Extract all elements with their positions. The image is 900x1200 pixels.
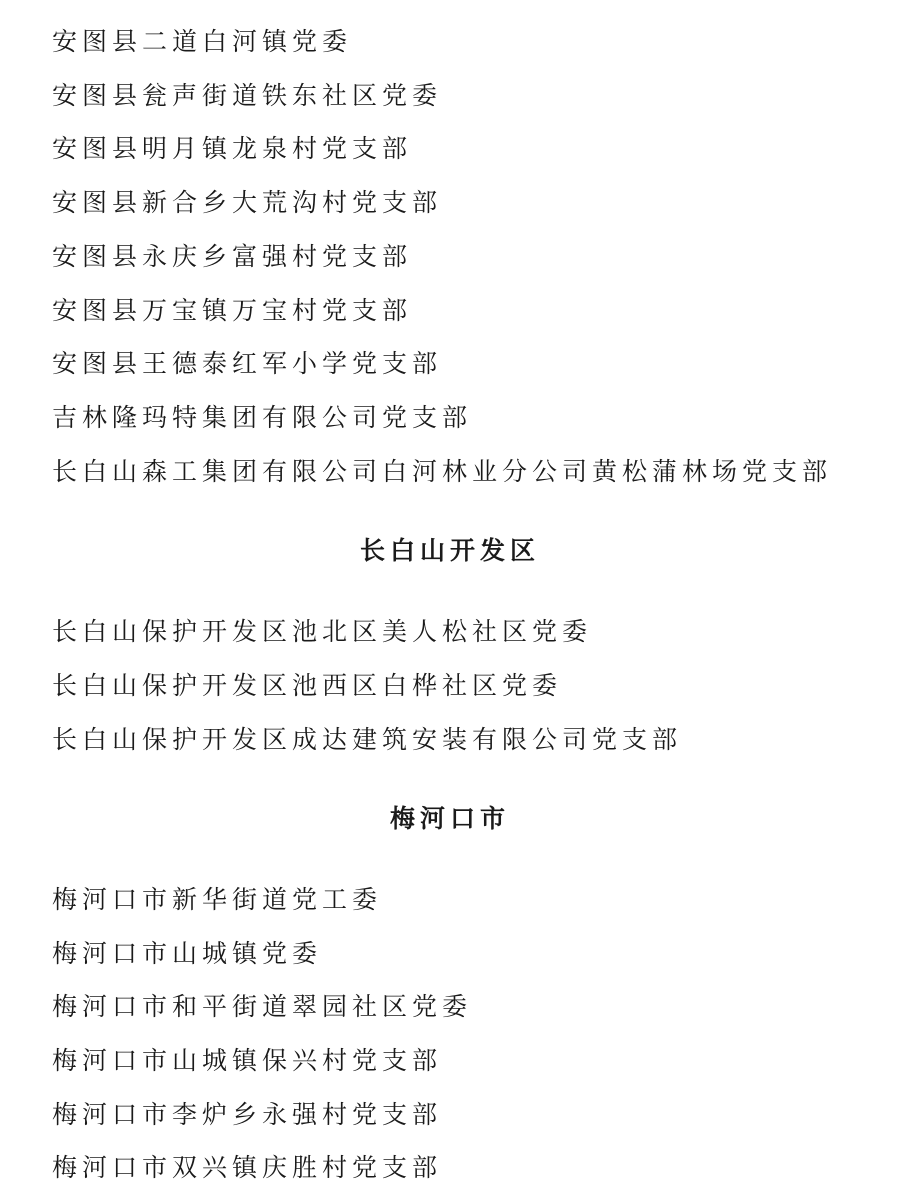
list-item: 安图县王德泰红军小学党支部 (52, 349, 443, 378)
list-item: 梅河口市李炉乡永强村党支部 (52, 1100, 443, 1129)
list-item: 梅河口市双兴镇庆胜村党支部 (52, 1153, 443, 1182)
list-item: 长白山森工集团有限公司白河林业分公司黄松蒲林场党支部 (52, 457, 833, 486)
list-item: 梅河口市山城镇保兴村党支部 (52, 1046, 443, 1075)
list-item: 长白山保护开发区池北区美人松社区党委 (52, 617, 593, 646)
list-item: 梅河口市和平街道翠园社区党委 (52, 992, 473, 1021)
list-item: 安图县二道白河镇党委 (52, 27, 353, 56)
list-item: 吉林隆玛特集团有限公司党支部 (52, 403, 473, 432)
list-item: 梅河口市新华街道党工委 (52, 885, 383, 914)
section-heading: 梅河口市 (389, 804, 510, 833)
list-item: 安图县永庆乡富强村党支部 (52, 242, 413, 271)
list-item: 安图县万宝镇万宝村党支部 (52, 296, 413, 325)
list-item: 长白山保护开发区成达建筑安装有限公司党支部 (52, 725, 683, 754)
list-item: 梅河口市山城镇党委 (52, 939, 323, 968)
section-heading: 长白山开发区 (359, 536, 540, 565)
list-item: 安图县新合乡大荒沟村党支部 (52, 188, 443, 217)
list-item: 安图县明月镇龙泉村党支部 (52, 134, 413, 163)
list-item: 安图县瓮声街道铁东社区党委 (52, 81, 443, 110)
list-item: 长白山保护开发区池西区白桦社区党委 (52, 671, 563, 700)
